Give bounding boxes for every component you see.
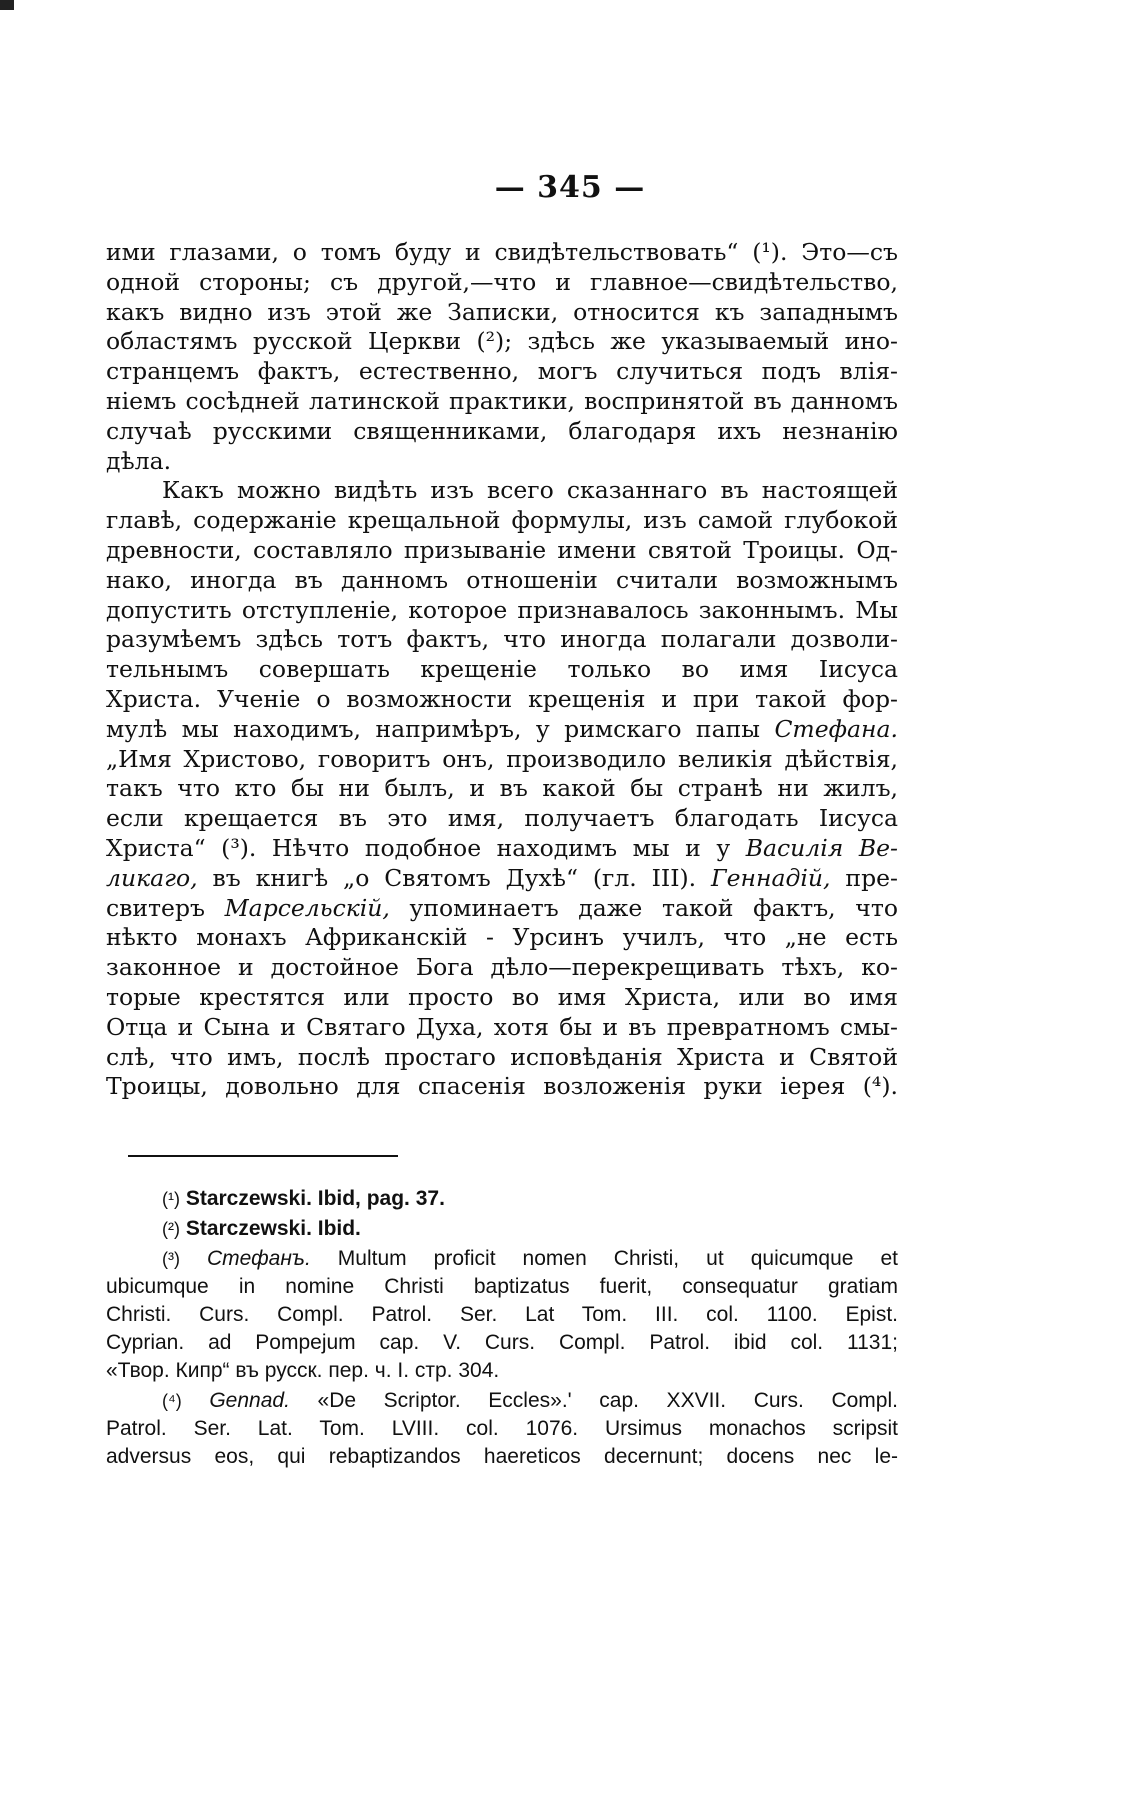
- text-line: главѣ, содержаніе крещальной формулы, изъ самой глубокой: [106, 506, 898, 535]
- italic-name-stefan: Стефана.: [774, 714, 898, 743]
- footnote-line: ubicumque in nomine Christi baptizatus fuerit, consequatur gratiam: [106, 1275, 898, 1298]
- footnote-line: adversus eos, qui rebaptizandos haereticos decernunt; docens nec le-: [106, 1445, 898, 1468]
- text-line: „Имя Христово, говоритъ онъ, производило великія дѣйствія,: [106, 744, 898, 773]
- text-segment: пре-: [830, 863, 898, 892]
- footnote-text: Multum proficit nomen Christi, ut quicumque et: [310, 1247, 898, 1270]
- text-line: древности, составляло призываніе имени святой Троицы. Од-: [106, 535, 898, 564]
- footnote-marker: (¹): [162, 1189, 180, 1209]
- footnote-text: Starczewski. Ibid, pag. 37.: [185, 1187, 445, 1210]
- text-line: [106, 834, 898, 864]
- text-line: законное и достойное Бога дѣло—перекрещивать тѣхъ, ко-: [106, 953, 898, 982]
- footnotes: [106, 1185, 898, 1473]
- footnote-line: Patrol. Ser. Lat. Tom. LVIII. col. 1076. Ursimus monachos scripsit: [106, 1417, 898, 1440]
- footnote-line: [106, 1387, 898, 1415]
- text-line: ніемъ сосѣдней латинской практики, воспринятой въ данномъ: [106, 386, 898, 415]
- text-line: если крещается въ это имя, получаетъ благодать Іисуса: [106, 804, 898, 833]
- text-line: Троицы, довольно для спасенія возложенія руки іерея (⁴).: [106, 1072, 898, 1101]
- italic-name-gennadiy: Геннадій,: [711, 863, 831, 892]
- text-segment: мулѣ мы находимъ, напримѣръ, у римскаго папы: [106, 714, 760, 743]
- text-segment: свитеръ: [106, 893, 205, 922]
- text-line: Какъ можно видѣть изъ всего сказаннаго въ настоящей: [162, 476, 898, 505]
- text-line: разумѣемъ здѣсь тотъ фактъ, что иногда полагали дозволи-: [106, 625, 898, 654]
- footnote-line: «Твор. Кипр“ въ русск. пер. ч. I. стр. 304.: [106, 1359, 500, 1382]
- italic-name-vasiliy: Василія Ве-: [745, 833, 898, 862]
- footnote-text: «De Scriptor. Eccles».' cap. XXVII. Curs. Compl.: [289, 1389, 898, 1412]
- footnote-line: Cyprian. ad Pompejum cap. V. Curs. Compl. Patrol. ibid col. 1131;: [106, 1331, 898, 1354]
- footnote-marker: (²): [162, 1219, 180, 1239]
- footnote-2: [106, 1215, 898, 1243]
- footnote-lead: Стефанъ.: [207, 1247, 311, 1270]
- text-line: слѣ, что имъ, послѣ простаго исповѣданія Христа и Святой: [106, 1042, 898, 1071]
- text-line: одной стороны; съ другой,—что и главное—свидѣтельство,: [106, 267, 898, 296]
- text-line: допустить отступленіе, которое признавалось законнымъ. Мы: [106, 595, 898, 624]
- text-segment: упоминаетъ даже такой фактъ, что: [389, 893, 898, 922]
- text-line: такъ что кто бы ни былъ, и въ какой бы странѣ ни жилъ,: [106, 774, 898, 803]
- footnote-line: [106, 1185, 898, 1213]
- text-segment: въ книгѣ „о Святомъ Духѣ“ (гл. III).: [212, 863, 697, 892]
- footnote-line: [106, 1215, 898, 1243]
- footnote-marker: (⁴): [162, 1391, 182, 1411]
- text-line: торые крестятся или просто во имя Христа, или во имя: [106, 982, 898, 1011]
- text-segment: Христа“ (³). Нѣчто подобное находимъ мы и у: [106, 833, 731, 862]
- text-line: нако, иногда въ данномъ отношеніи считали возможнымъ: [106, 565, 898, 594]
- text-line: Отца и Сына и Святаго Духа, хотя бы и въ превратномъ смы-: [106, 1012, 898, 1041]
- footnote-marker: (³): [162, 1249, 180, 1269]
- main-text: [106, 238, 898, 1102]
- footnote-line: [106, 1245, 898, 1273]
- footnote-line: Christi. Curs. Compl. Patrol. Ser. Lat Tom. III. col. 1100. Epist.: [106, 1303, 898, 1326]
- footnote-separator: [128, 1155, 398, 1157]
- scan-edge-mark: [0, 0, 14, 10]
- text-line: областямъ русской Церкви (²); здѣсь же указываемый ино-: [106, 327, 898, 356]
- text-line: странцемъ фактъ, естественно, могъ случиться подъ влія-: [106, 357, 898, 386]
- page-number: — 345 —: [494, 170, 646, 205]
- text-line: [106, 864, 898, 894]
- italic-name-marselskiy: Марсельскій,: [224, 893, 390, 922]
- text-line: тельнымъ совершать крещеніе только во имя Іисуса: [106, 655, 898, 684]
- footnote-4: [106, 1387, 898, 1471]
- text-line: Христа. Ученіе о возможности крещенія и при такой фор-: [106, 684, 898, 713]
- footnote-1: [106, 1185, 898, 1213]
- text-line: нѣкто монахъ Африканскій - Урсинъ училъ, что „не есть: [106, 923, 898, 952]
- text-line: какъ видно изъ этой же Записки, относится къ западнымъ: [106, 297, 898, 326]
- footnote-text: Starczewski. Ibid.: [185, 1217, 361, 1240]
- text-line: [106, 715, 898, 745]
- text-line: случаѣ русскими священниками, благодаря ихъ незнанію: [106, 416, 898, 445]
- footnote-lead: Gennad.: [209, 1389, 290, 1412]
- text-line: ими глазами, о томъ буду и свидѣтельствовать“ (¹). Это—съ: [106, 238, 898, 266]
- footnote-3: [106, 1245, 898, 1385]
- text-line: дѣла.: [106, 446, 172, 475]
- text-line: [106, 894, 898, 924]
- italic-name-vasiliy-cont: ликаго,: [106, 863, 198, 892]
